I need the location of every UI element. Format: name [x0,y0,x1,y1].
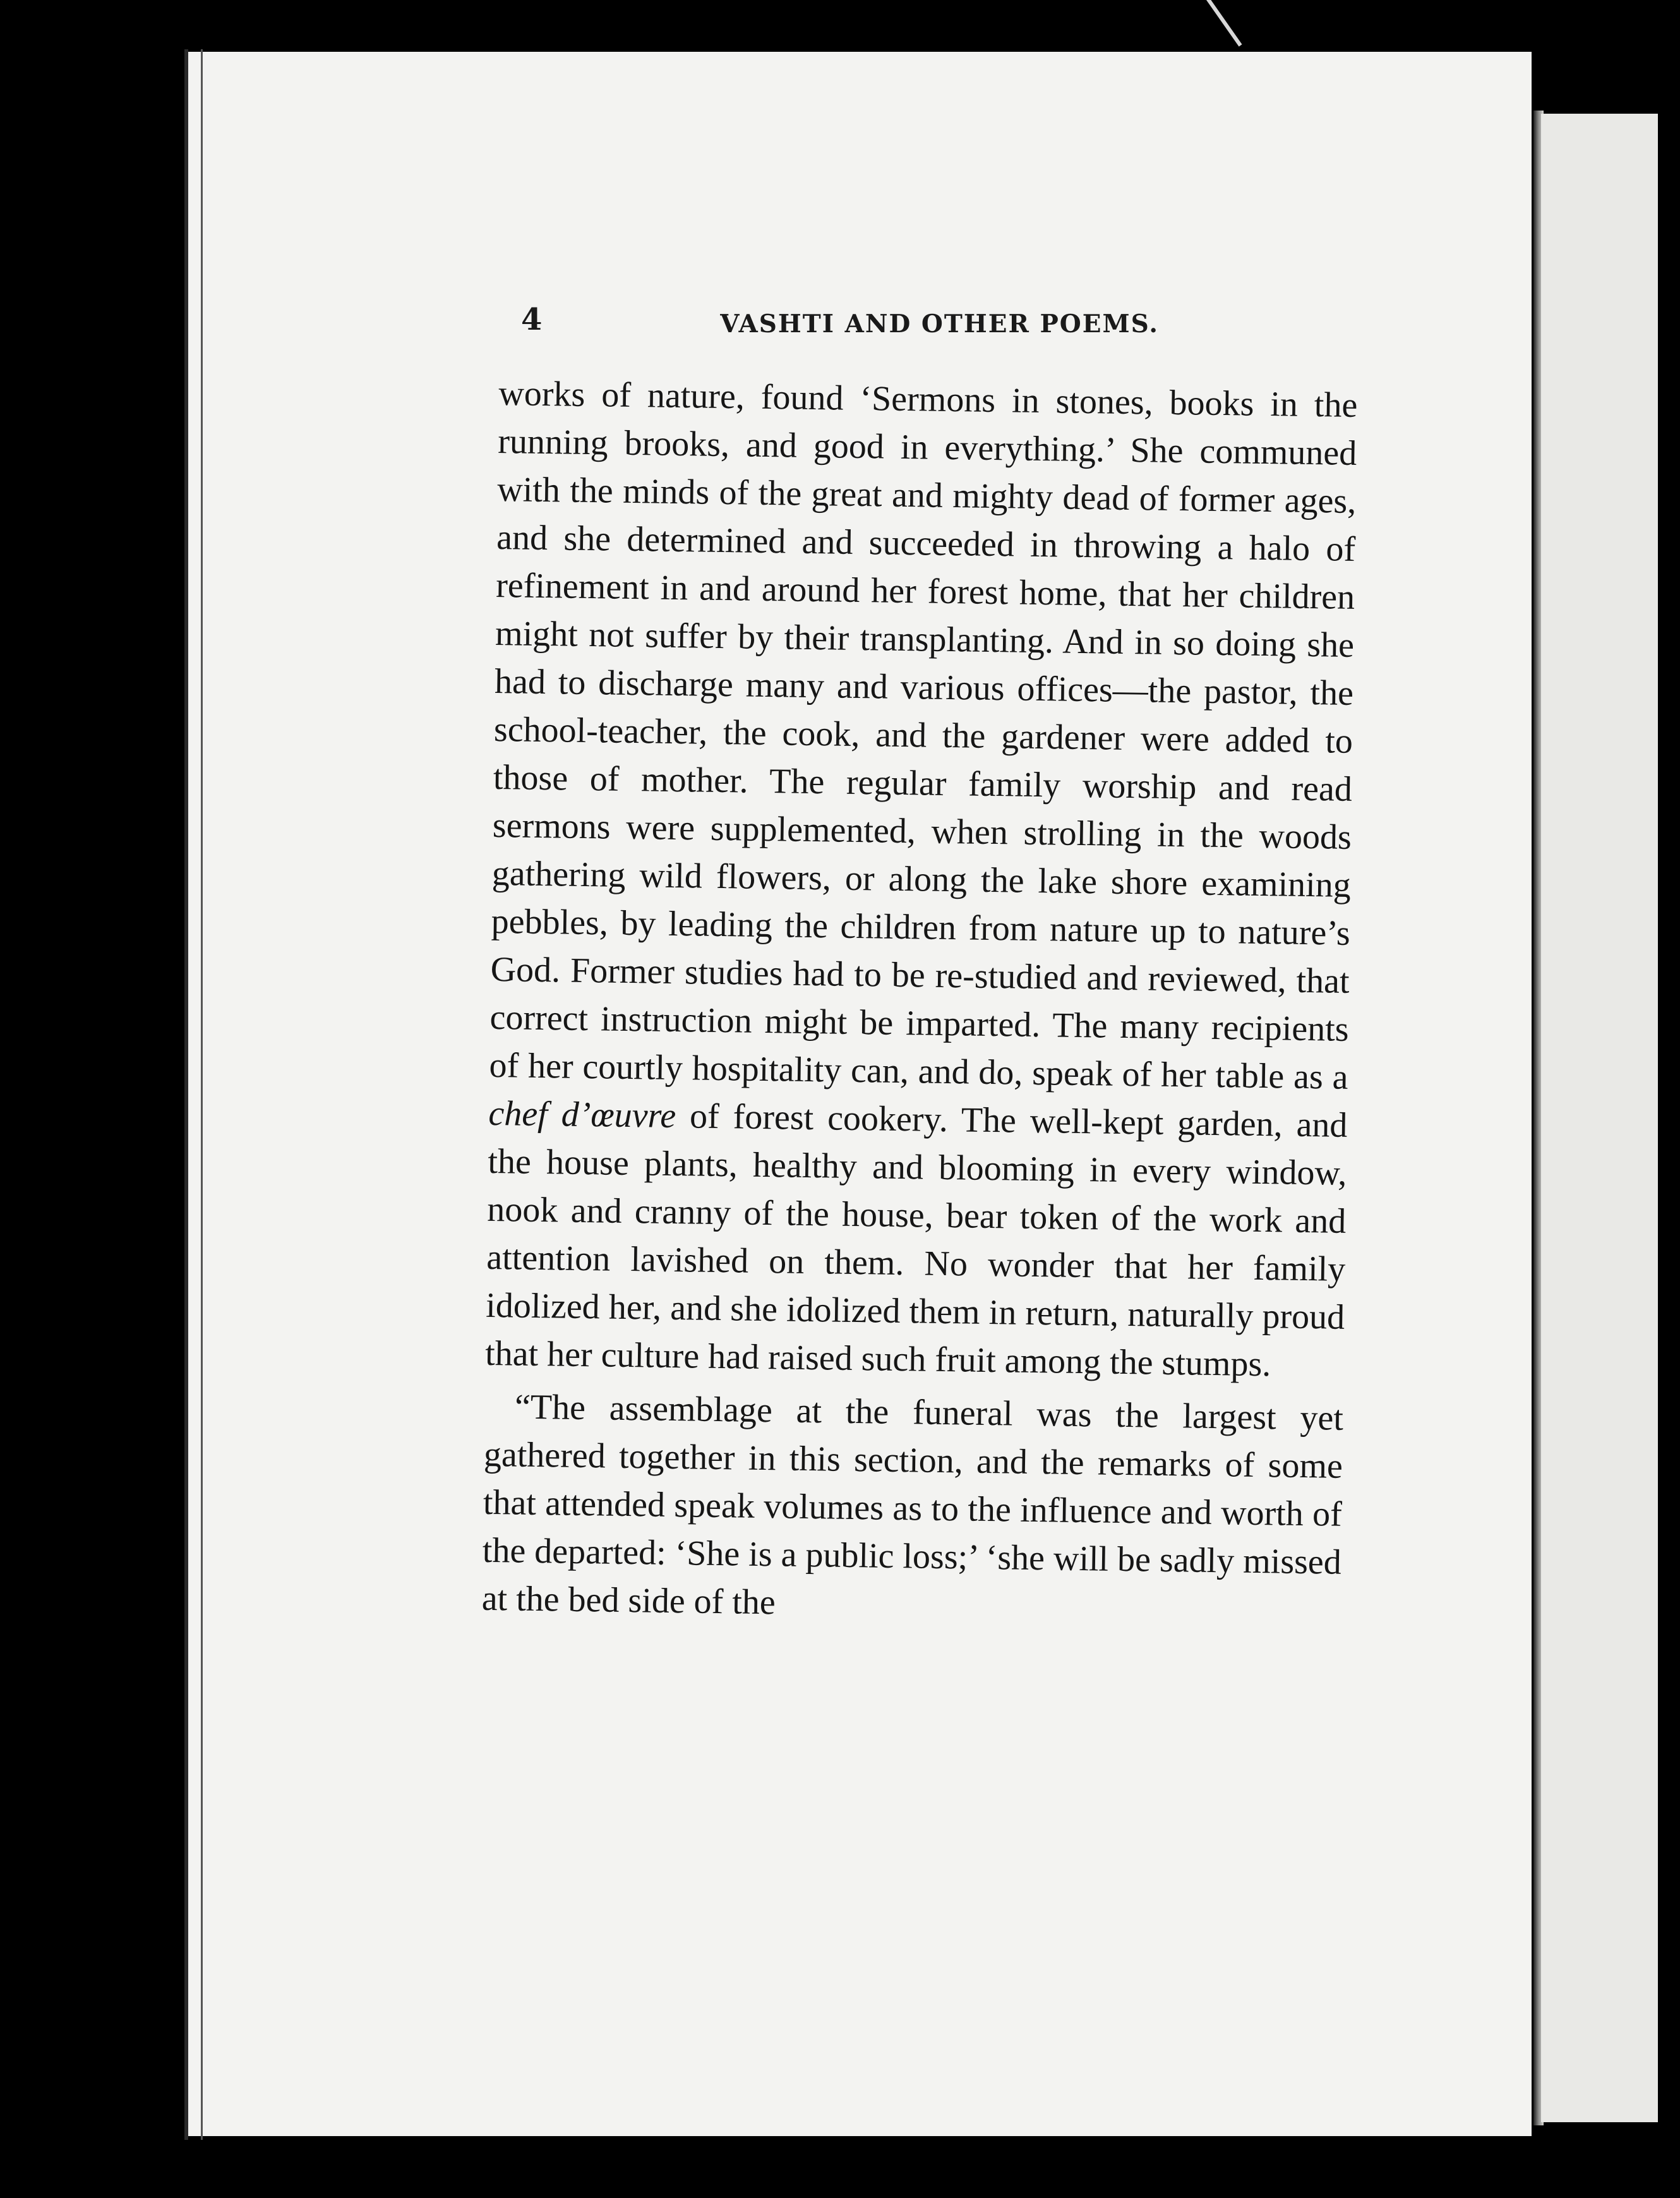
running-title: VASHTI AND OTHER POEMS. [720,309,1159,339]
paragraph [485,369,1358,1390]
page-header [521,302,1172,346]
paragraph-text: of forest cookery. The well-kept garden, and the house plants, healthy and blooming in every window, nook and cranny of the house, bear token of the work and attention lavished on them. No wonder that her family idolized her, and she idolized them in return, naturally proud that her culture had raised such fruit among the stumps. [484,1096,1348,1384]
body-text [481,369,1358,1635]
facing-page-edge [1541,114,1658,2122]
page-edge-left [184,49,188,2140]
italic-phrase: chef d’œuvre [488,1093,676,1136]
paragraph: “The assemblage at the funeral was the largest yet gathered together in this section, and the remarks of some that attended speak volumes as to the influence and worth of the departed: ‘She is a public loss;’ ‘she will be sadly missed at the bed side of the [481,1387,1344,1623]
page-edge-left-inner [201,49,203,2140]
paragraph-text: works of nature, found ‘Sermons in stones, books in the running brooks, and good in everything.’ She communed with the minds of the great and mighty dead of former ages, and she determined and succeeded in throwing a halo of refinement in and around her forest home, that her children might not suffer by their transplanting. And in so doing she had to discharge many and various offices—the pastor, the school-teacher, the cook, and the gardener were added to those of mother. The regular family worship and read sermons were supplemented, when strolling in the woods gathering wild flowers, or along the lake shore examining pebbles, by leading the children from nature up to nature’s God. Former studies had to be re-studied and reviewed, that correct instruction might be imparted. The many recipients of her courtly hospitality can, and do, speak of her table as a [489,373,1358,1097]
page-number: 4 [521,302,543,337]
